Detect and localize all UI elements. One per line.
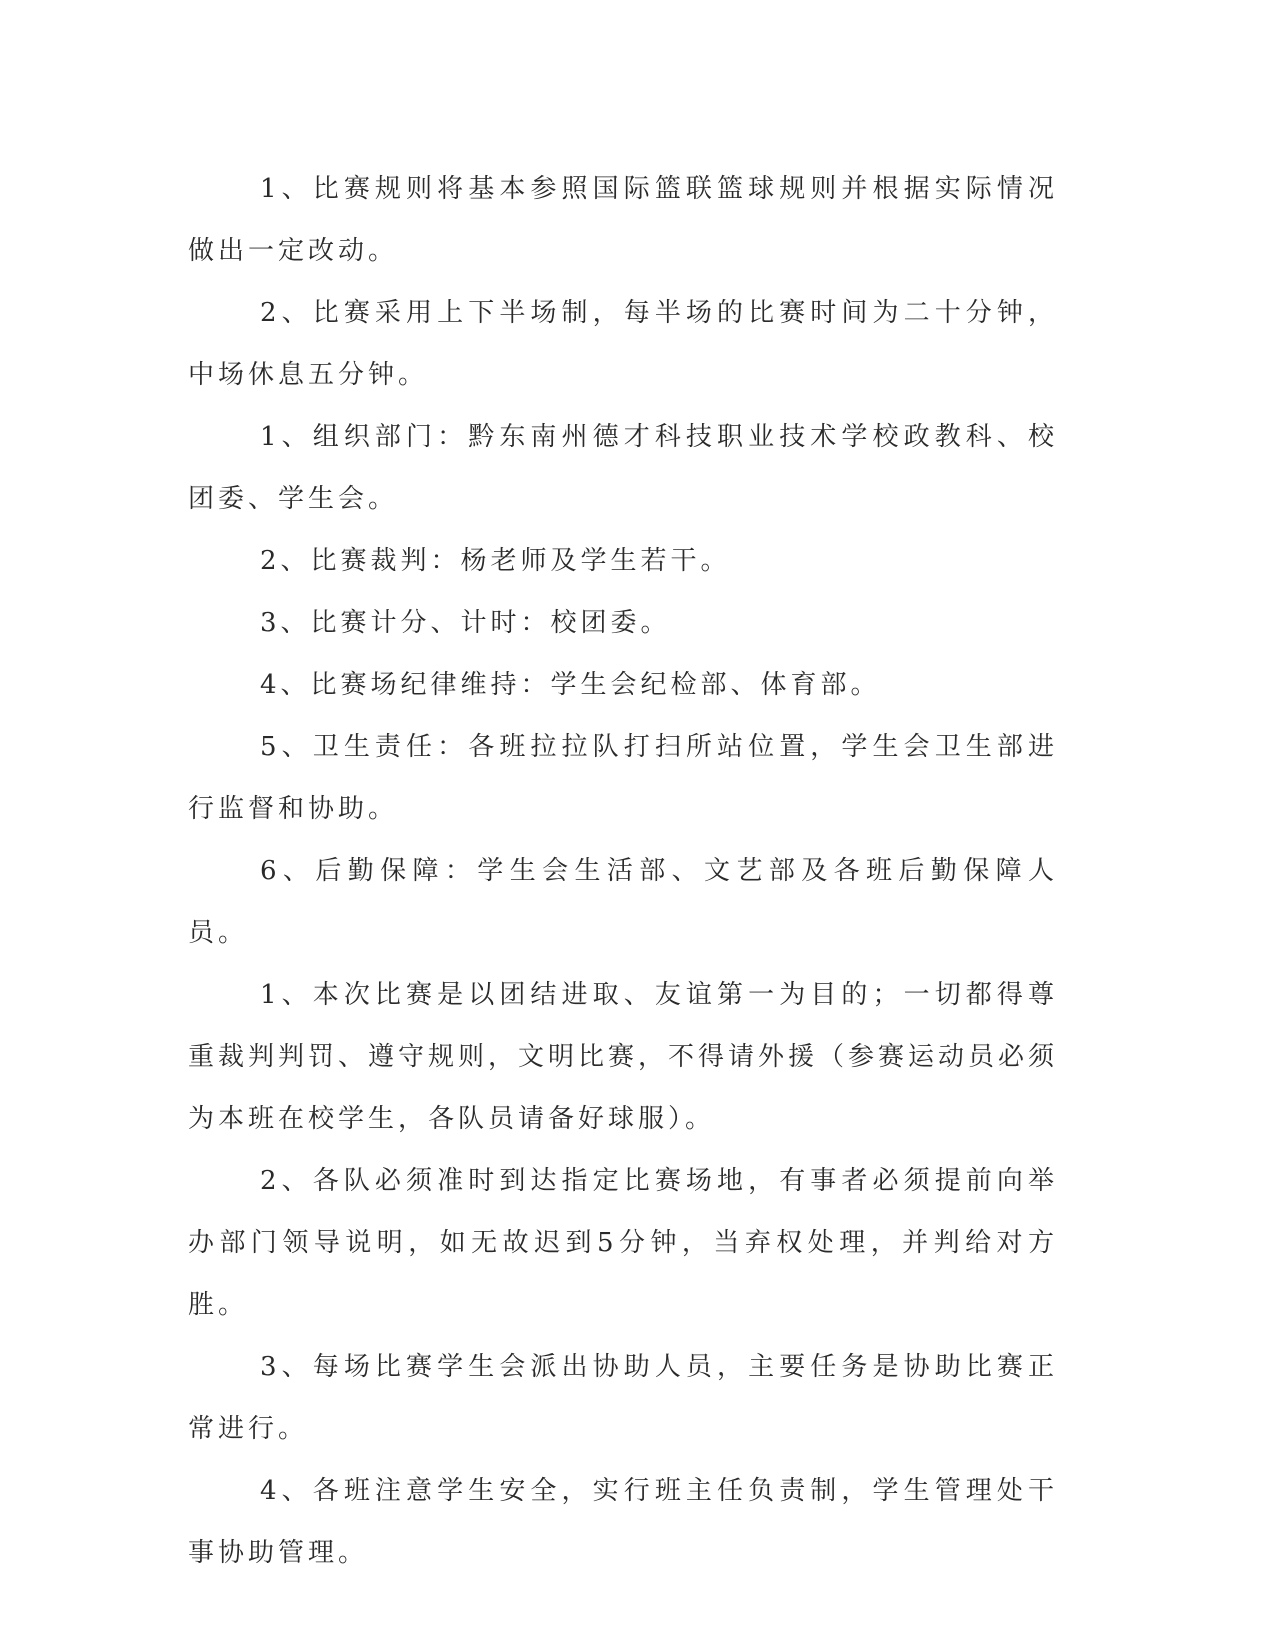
paragraph-organizer: 1、组织部门：黔东南州德才科技职业技术学校政教科、校团委、学生会。 <box>188 422 1058 514</box>
paragraph-hygiene: 5、卫生责任：各班拉拉队打扫所站位置，学生会卫生部进行监督和协助。 <box>188 732 1058 824</box>
paragraph-match-format: 2、比赛采用上下半场制，每半场的比赛时间为二十分钟，中场休息五分钟。 <box>188 298 1058 390</box>
paragraph-punctuality: 2、各队必须准时到达指定比赛场地，有事者必须提前向举办部门领导说明，如无故迟到5分钟，当弃权处理，并判给对方胜。 <box>188 1166 1058 1320</box>
paragraph-safety: 4、各班注意学生安全，实行班主任负责制，学生管理处干事协助管理。 <box>188 1476 1058 1568</box>
paragraph-scoring-timing: 3、比赛计分、计时：校团委。 <box>260 608 671 638</box>
paragraph-rules-basis: 1、比赛规则将基本参照国际篮联篮球规则并根据实际情况做出一定改动。 <box>188 174 1058 266</box>
paragraph-assistants: 3、每场比赛学生会派出协助人员，主要任务是协助比赛正常进行。 <box>188 1352 1058 1444</box>
paragraph-purpose: 1、本次比赛是以团结进取、友谊第一为目的；一切都得尊重裁判判罚、遵守规则，文明比赛，不得请外援（参赛运动员必须为本班在校学生，各队员请备好球服）。 <box>188 980 1059 1134</box>
paragraph-referee: 2、比赛裁判：杨老师及学生若干。 <box>260 546 731 576</box>
paragraph-discipline: 4、比赛场纪律维持：学生会纪检部、体育部。 <box>260 670 881 700</box>
document-body <box>188 158 1058 1584</box>
paragraph-logistics: 6、后勤保障：学生会生活部、文艺部及各班后勤保障人员。 <box>188 856 1058 948</box>
